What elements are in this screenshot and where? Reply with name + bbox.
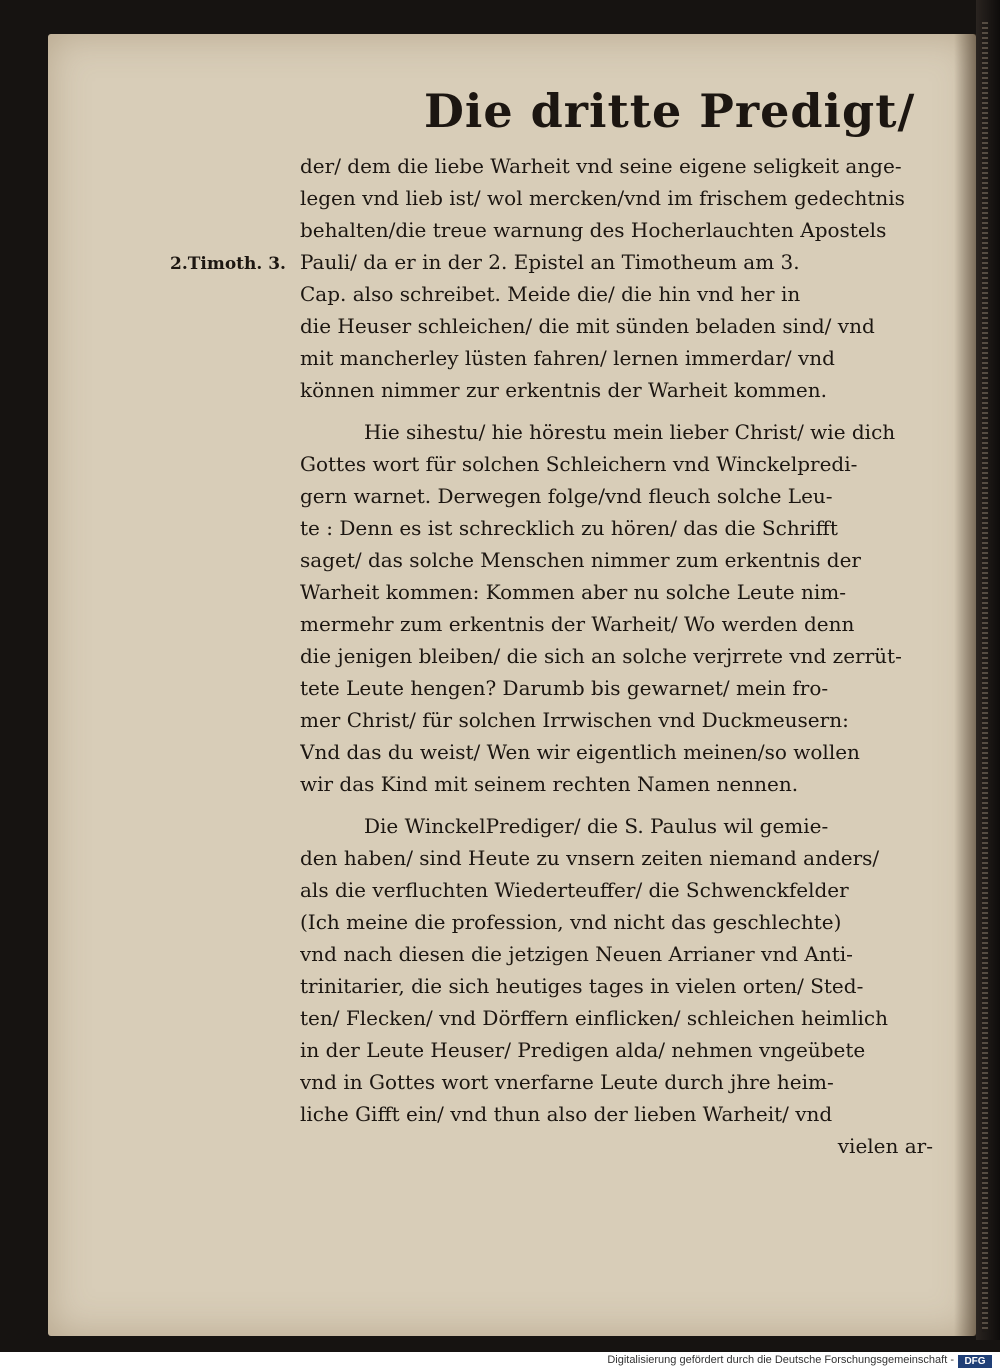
text-line: mit mancherley lüsten fahren/ lernen immerdar/ vnd [300,346,835,370]
text-line: Vnd das du weist/ Wen wir eigentlich meinen/so wollen [300,740,860,764]
text-line: die jenigen bleiben/ die sich an solche verjrrete vnd zerrüt- [300,644,902,668]
footer-credit: Digitalisierung gefördert durch die Deutsche Forschungsgemeinschaft - [607,1354,954,1366]
text-line: können nimmer zur erkentnis der Warheit kommen. [300,378,827,402]
text-line: behalten/die treue warnung des Hocherlauchten Apostels [300,218,887,242]
text-line: saget/ das solche Menschen nimmer zum erkentnis der [300,548,861,572]
text-line: mermehr zum erkentnis der Warheit/ Wo werden denn [300,612,855,636]
text-line: ten/ Flecken/ vnd Dörffern einflicken/ schleichen heimlich [300,1006,888,1030]
page-edge-stack [982,22,988,1332]
text-line: vnd nach diesen die jetzigen Neuen Arrianer vnd Anti- [300,942,853,966]
body-text [300,150,945,1162]
text-line: vnd in Gottes wort vnerfarne Leute durch jhre heim- [300,1070,834,1094]
text-line: Pauli/ da er in der 2. Epistel an Timotheum am 3. [300,250,800,274]
margin-note-reference: 2.Timoth. 3. [170,254,286,274]
text-line: mer Christ/ für solchen Irrwischen vnd Duckmeusern: [300,708,849,732]
text-line: Cap. also schreibet. Meide die/ die hin vnd her in [300,282,801,306]
text-line: als die verfluchten Wiederteuffer/ die Schwenckfelder [300,878,849,902]
text-line: Die WinckelPrediger/ die S. Paulus wil gemie- [364,814,829,838]
text-line: te : Denn es ist schrecklich zu hören/ das die Schrifft [300,516,838,540]
text-line: den haben/ sind Heute zu vnsern zeiten niemand anders/ [300,846,880,870]
paragraph-gap [300,406,945,416]
text-line: gern warnet. Derwegen folge/vnd fleuch solche Leu- [300,484,833,508]
text-line: Warheit kommen: Kommen aber nu solche Leute nim- [300,580,846,604]
page-gutter-shadow [954,34,976,1336]
text-line: tete Leute hengen? Darumb bis gewarnet/ mein fro- [300,676,829,700]
text-line: wir das Kind mit seinem rechten Namen nennen. [300,772,799,796]
text-line: die Heuser schleichen/ die mit sünden beladen sind/ vnd [300,314,875,338]
book-edge [976,0,1000,1340]
text-line: Gottes wort für solchen Schleichern vnd Winckelpredi- [300,452,858,476]
text-line: (Ich meine die profession, vnd nicht das geschlechte) [300,910,842,934]
footer-bar [0,1352,1000,1371]
text-line: liche Gifft ein/ vnd thun also der lieben Warheit/ vnd [300,1102,833,1126]
text-line: trinitarier, die sich heutiges tages in vielen orten/ Sted- [300,974,864,998]
running-head: Die dritte Predigt/ [424,84,916,138]
text-line: in der Leute Heuser/ Predigen alda/ nehmen vngeübete [300,1038,866,1062]
text-line: legen vnd lieb ist/ wol mercken/vnd im frischem gedechtnis [300,186,905,210]
dfg-logo: DFG [958,1355,992,1368]
catchword: vielen ar- [837,1134,933,1158]
paragraph-gap [300,800,945,810]
text-line: der/ dem die liebe Warheit vnd seine eigene seligkeit ange- [300,154,902,178]
text-line: Hie sihestu/ hie hörestu mein lieber Christ/ wie dich [364,420,896,444]
